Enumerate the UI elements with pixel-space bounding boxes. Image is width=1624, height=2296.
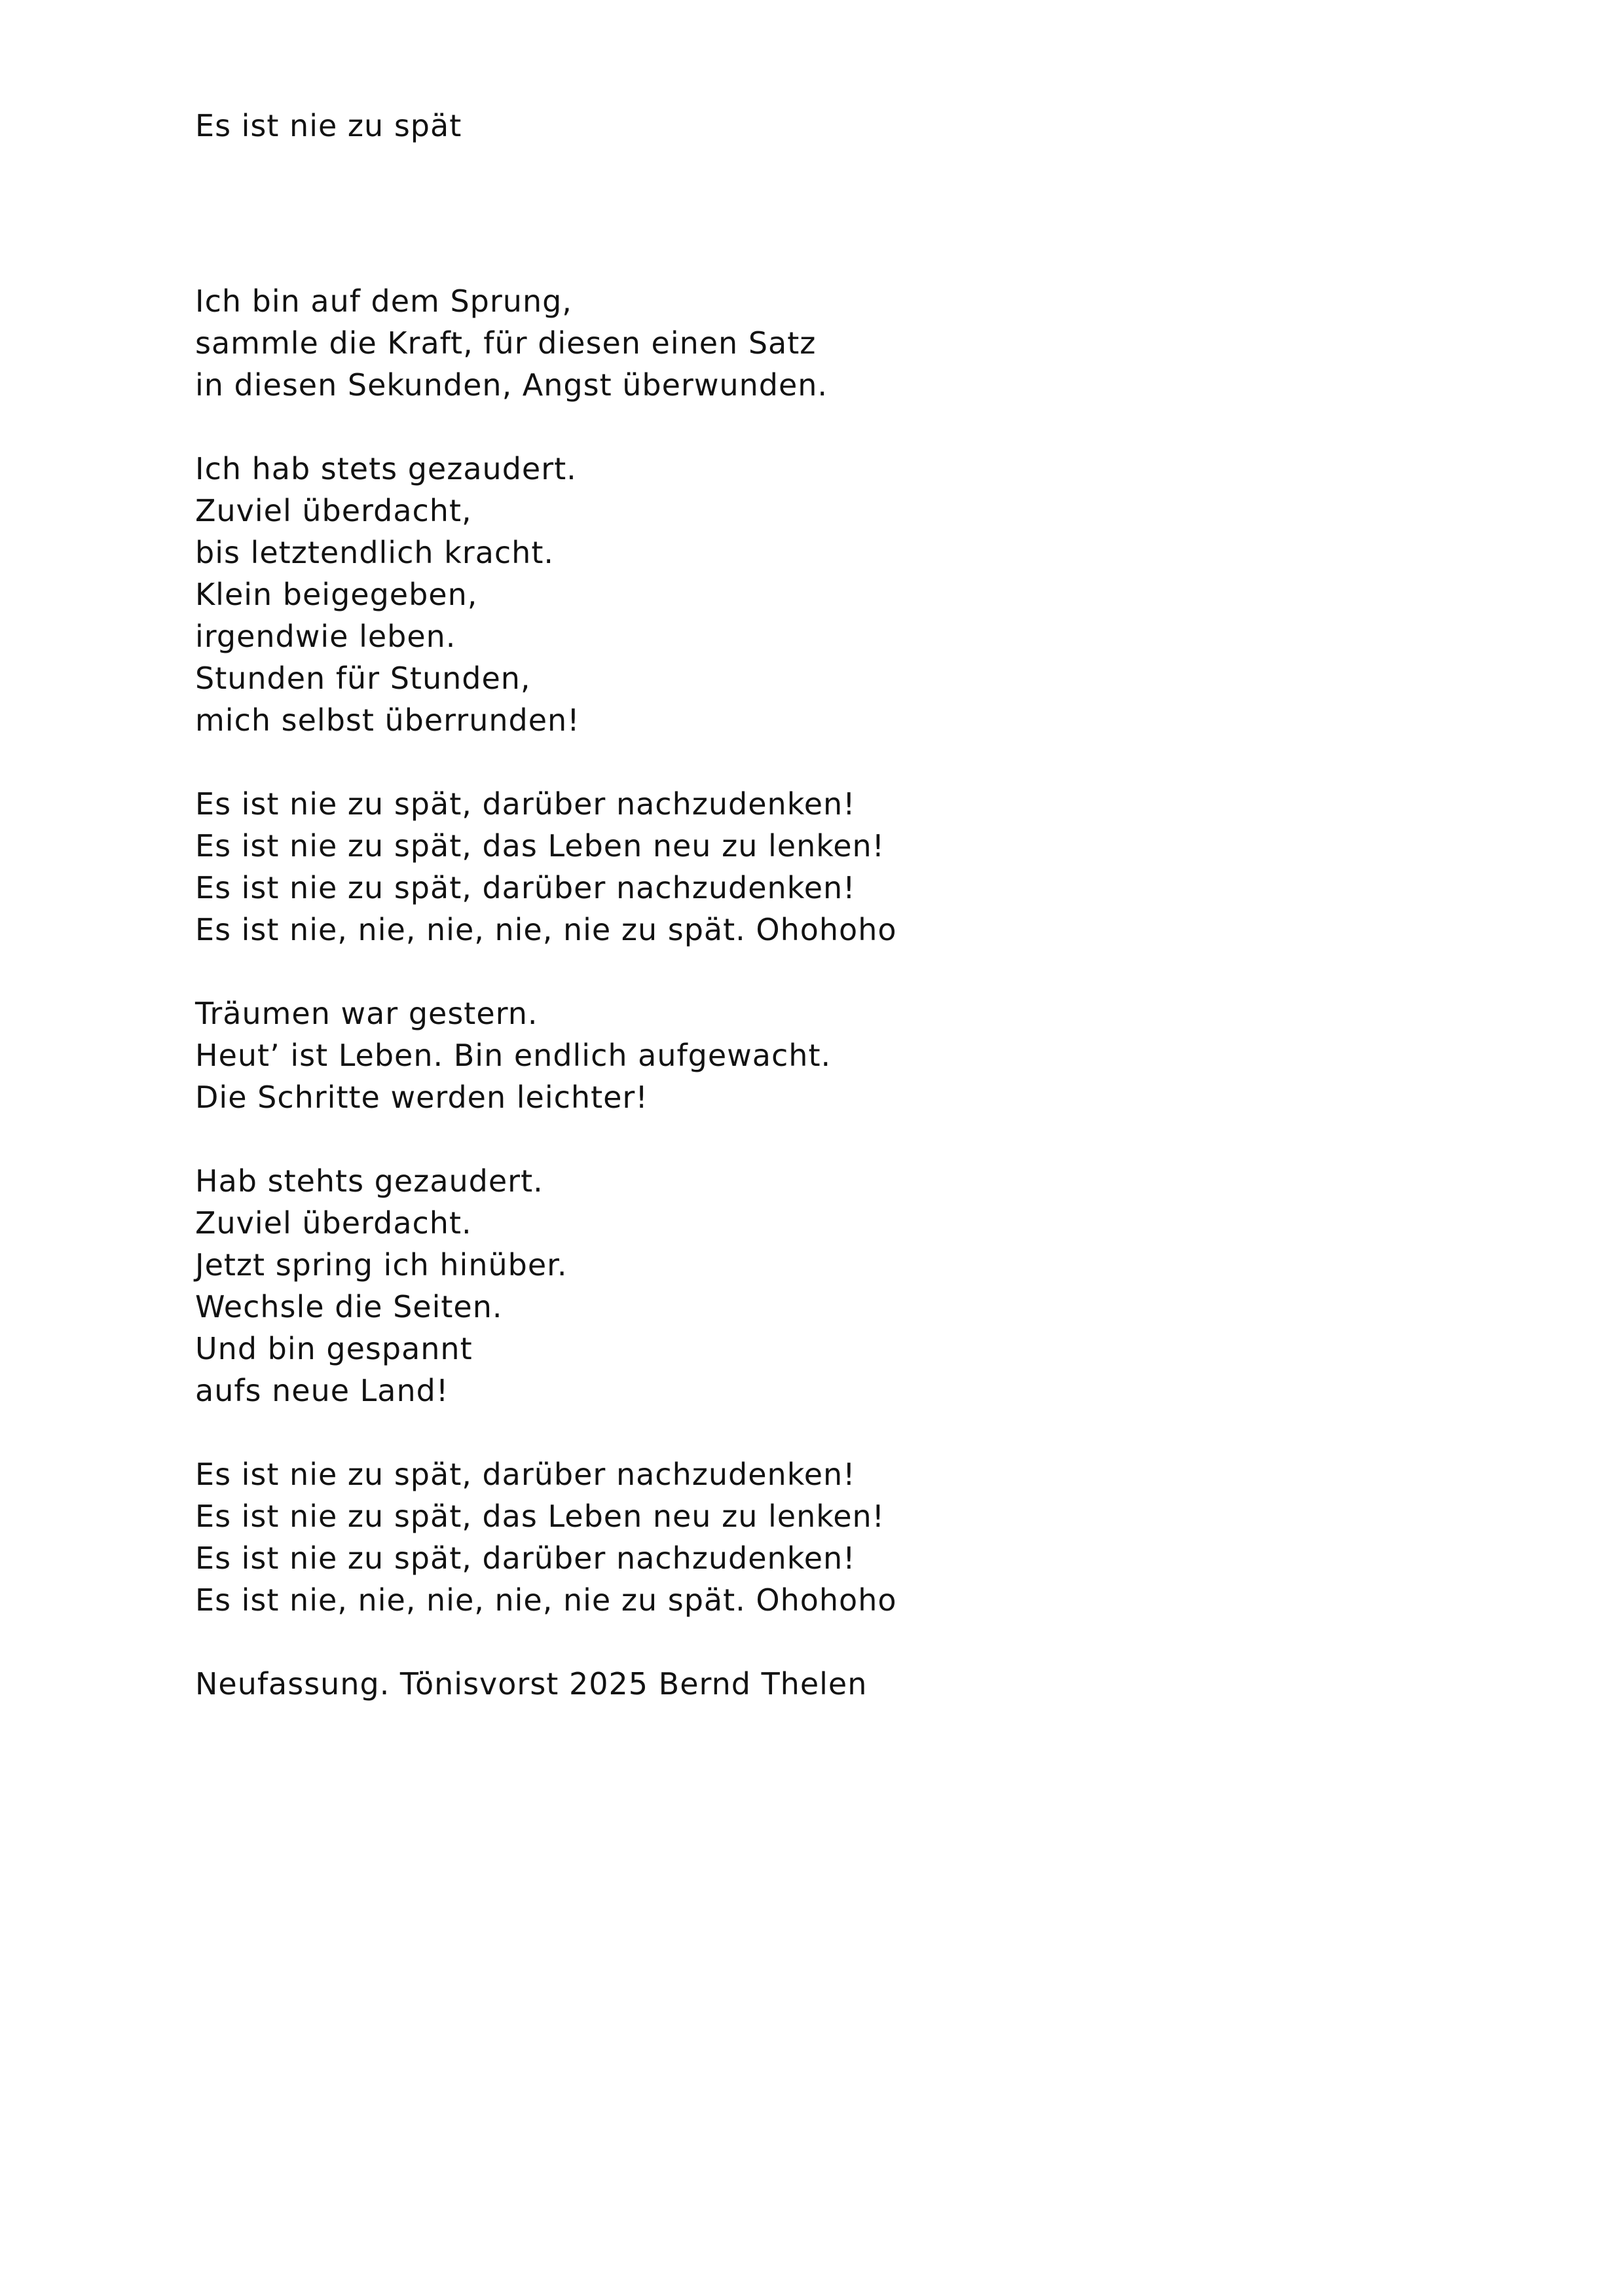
poem-line: Es ist nie zu spät, darüber nachzudenken! bbox=[195, 1540, 856, 1576]
poem-title: Es ist nie zu spät bbox=[195, 108, 462, 143]
attribution-line: Neufassung. Tönisvorst 2025 Bernd Thelen bbox=[195, 1666, 868, 1702]
poem-line: Zuviel überdacht, bbox=[195, 493, 472, 528]
stanza-verse-1 bbox=[195, 280, 1519, 406]
poem-line: Es ist nie zu spät, darüber nachzudenken! bbox=[195, 786, 856, 822]
poem-line: Stunden für Stunden, bbox=[195, 661, 531, 696]
poem-line: Wechsle die Seiten. bbox=[195, 1289, 503, 1324]
poem-line: Träumen war gestern. bbox=[195, 996, 538, 1031]
poem-line: mich selbst überrunden! bbox=[195, 702, 580, 738]
poem-line: sammle die Kraft, für diesen einen Satz bbox=[195, 325, 817, 361]
poem-line: Zuviel überdacht. bbox=[195, 1205, 472, 1241]
poem-line: Heut’ ist Leben. Bin endlich aufgewacht. bbox=[195, 1038, 832, 1073]
stanza-verse-2 bbox=[195, 448, 1519, 741]
poem-line: Und bin gespannt bbox=[195, 1331, 473, 1366]
poem-line: Es ist nie, nie, nie, nie, nie zu spät. Ohohoho bbox=[195, 1582, 897, 1618]
stanza-chorus-2 bbox=[195, 1453, 1519, 1621]
poem-line: bis letztendlich kracht. bbox=[195, 535, 554, 570]
poem-line: Die Schritte werden leichter! bbox=[195, 1080, 648, 1115]
poem-line: in diesen Sekunden, Angst überwunden. bbox=[195, 367, 828, 403]
stanza-bridge bbox=[195, 993, 1519, 1118]
poem-line: Hab stehts gezaudert. bbox=[195, 1163, 544, 1199]
poem-line: aufs neue Land! bbox=[195, 1373, 449, 1408]
stanza-chorus-1 bbox=[195, 783, 1519, 951]
poem-line: irgendwie leben. bbox=[195, 619, 456, 654]
poem-line: Es ist nie, nie, nie, nie, nie zu spät. Ohohoho bbox=[195, 912, 897, 947]
poem-line: Es ist nie zu spät, darüber nachzudenken! bbox=[195, 870, 856, 905]
poem-line: Es ist nie zu spät, darüber nachzudenken! bbox=[195, 1457, 856, 1492]
poem-line: Ich bin auf dem Sprung, bbox=[195, 283, 572, 319]
poem-line: Jetzt spring ich hinüber. bbox=[195, 1247, 568, 1283]
poem-line: Es ist nie zu spät, das Leben neu zu lenken! bbox=[195, 1499, 885, 1534]
poem-line: Es ist nie zu spät, das Leben neu zu lenken! bbox=[195, 828, 885, 864]
poem-line: Ich hab stets gezaudert. bbox=[195, 451, 577, 486]
poem-line: Klein beigegeben, bbox=[195, 577, 478, 612]
stanza-verse-3 bbox=[195, 1160, 1519, 1412]
